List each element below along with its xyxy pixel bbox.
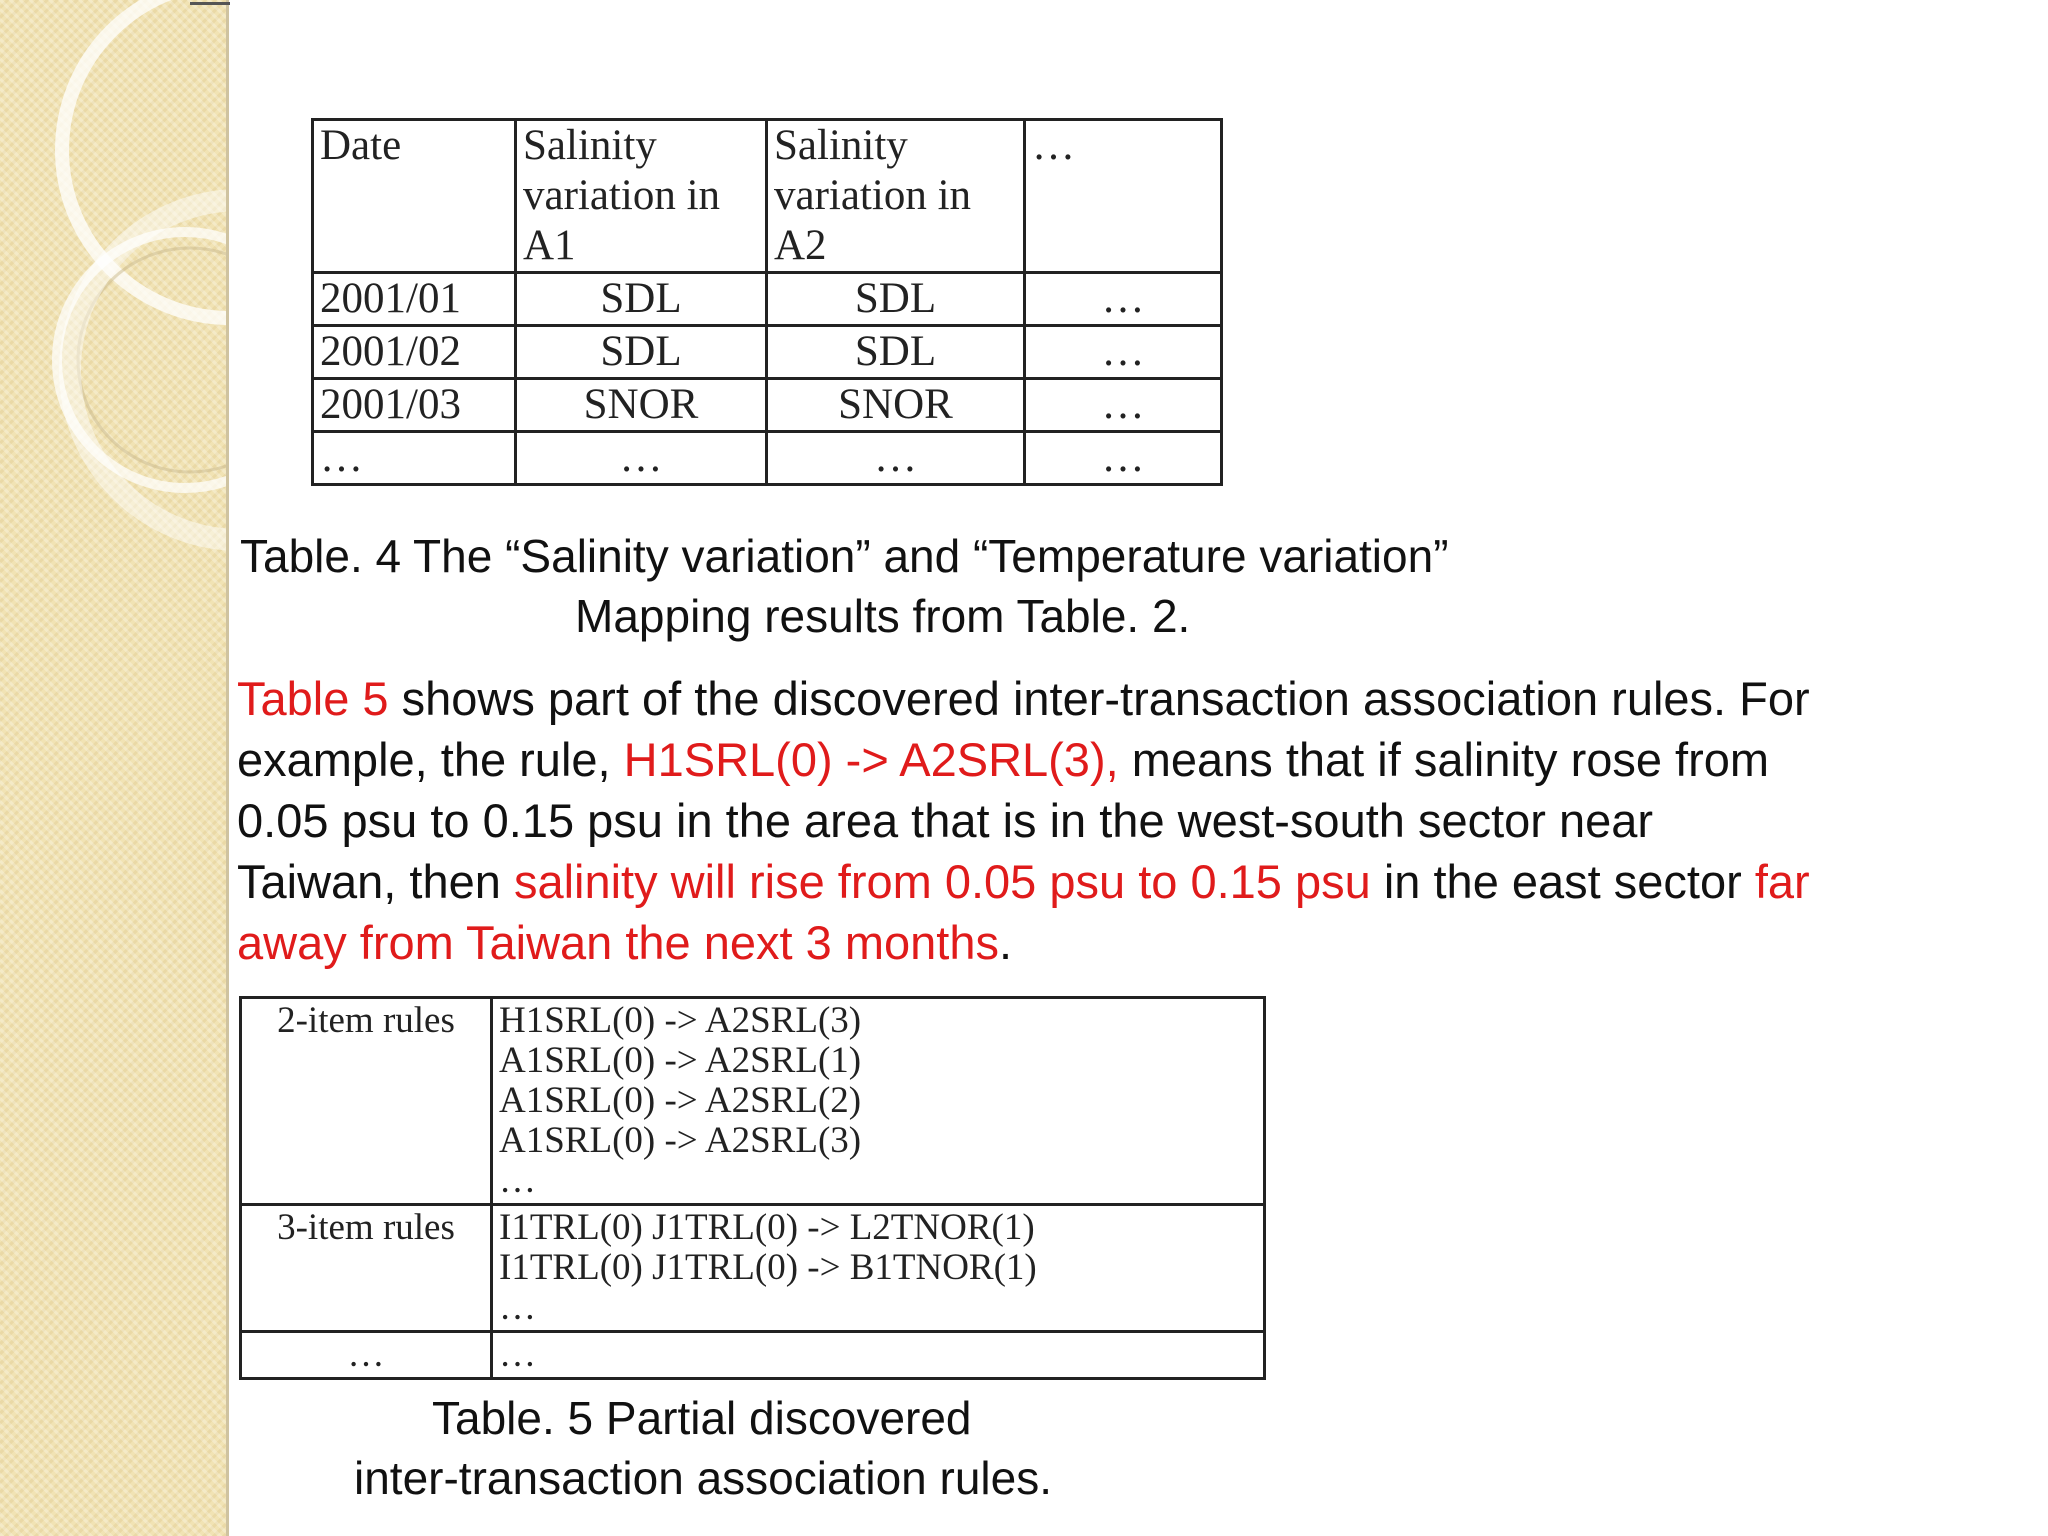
table-cell: …: [767, 432, 1025, 485]
rule-item: I1TRL(0) J1TRL(0) -> B1TNOR(1): [499, 1247, 1037, 1288]
table-4-header-a1: Salinity variation in A1: [516, 120, 767, 273]
table-cell-date: 2001/01: [313, 273, 516, 326]
table-4-caption-line2: Mapping results from Table. 2.: [575, 590, 1191, 642]
table-cell: SDL: [767, 326, 1025, 379]
table-4-caption-line1: Table. 4 The “Salinity variation” and “Temperature variation”: [240, 530, 1449, 582]
rule-item: A1SRL(0) -> A2SRL(3): [499, 1120, 862, 1161]
table-cell: …: [1025, 273, 1222, 326]
decorative-rings: [0, 0, 226, 1536]
table-4-header-a2: Salinity variation in A2: [767, 120, 1025, 273]
paragraph-rule-example: H1SRL(0) -> A2SRL(3),: [623, 733, 1119, 786]
paragraph-highlight: salinity will rise from 0.05 psu to 0.15 psu: [513, 855, 1371, 908]
top-accent-line: [190, 2, 230, 5]
table-row: [313, 326, 1222, 379]
table-5-caption-line2: inter-transaction association rules.: [354, 1452, 1052, 1504]
table-cell-date: 2001/02: [313, 326, 516, 379]
table-5-caption-line1: Table. 5 Partial discovered: [432, 1392, 972, 1444]
table-cell: …: [1025, 326, 1222, 379]
table-row: [241, 998, 1265, 1205]
table-row: [313, 273, 1222, 326]
table-cell: SDL: [516, 273, 767, 326]
rule-item: A1SRL(0) -> A2SRL(1): [499, 1040, 862, 1081]
table-row: [313, 432, 1222, 485]
decorative-sidebar: [0, 0, 229, 1536]
table-cell-date: …: [313, 432, 516, 485]
rule-group-label: 3-item rules: [241, 1205, 492, 1332]
table-cell: …: [1025, 432, 1222, 485]
rule-list: [492, 1205, 1265, 1332]
rule-item: I1TRL(0) J1TRL(0) -> L2TNOR(1): [499, 1207, 1035, 1248]
table-cell: …: [516, 432, 767, 485]
table-row: [241, 1332, 1265, 1379]
table-4-header-row: [313, 120, 1222, 273]
table-4-caption: [240, 526, 1600, 646]
paragraph-text: .: [998, 916, 1013, 969]
paragraph-text: in the east sector: [1370, 855, 1755, 908]
rule-item: A1SRL(0) -> A2SRL(2): [499, 1080, 862, 1121]
table-cell: SNOR: [767, 379, 1025, 432]
table-row: [313, 379, 1222, 432]
rule-item: …: [499, 1160, 536, 1201]
rule-item: …: [499, 1334, 536, 1375]
table-cell: …: [1025, 379, 1222, 432]
table-cell: SDL: [767, 273, 1025, 326]
table-cell-date: 2001/03: [313, 379, 516, 432]
paragraph-ref-table5: Table 5: [237, 672, 389, 725]
table-4-header-more: …: [1025, 120, 1222, 273]
table-row: [241, 1205, 1265, 1332]
body-paragraph: [237, 668, 1817, 973]
table-5-caption: [340, 1388, 1140, 1508]
paragraph-text: means that if salinity rose from 0.05 psu to 0.15 psu in the area that is in the west-south sector near Taiwan, then: [237, 733, 1770, 908]
table-4: [311, 118, 1223, 486]
rule-group-label: 2-item rules: [241, 998, 492, 1205]
table-5: [239, 996, 1266, 1380]
rule-item: …: [499, 1287, 536, 1328]
table-cell: SNOR: [516, 379, 767, 432]
rule-item: H1SRL(0) -> A2SRL(3): [499, 1000, 862, 1041]
table-cell: SDL: [516, 326, 767, 379]
rule-list: [492, 998, 1265, 1205]
paragraph-highlight: far away from Taiwan the next 3 months: [237, 855, 1810, 969]
table-4-header-date: Date: [313, 120, 516, 273]
paragraph-text: shows part of the discovered inter-transaction association rules. For example, the rule,: [237, 672, 1810, 786]
rule-list: [492, 1332, 1265, 1379]
rule-group-label: …: [241, 1332, 492, 1379]
